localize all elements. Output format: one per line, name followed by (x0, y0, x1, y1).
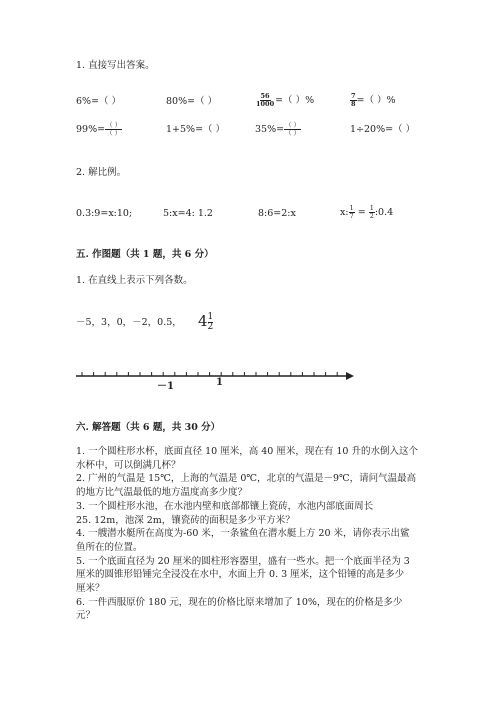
text-line: 1. 一个圆柱形水杯，底面直径 10 厘米，高 40 厘米，现在有 10 升的水倒入这个 (76, 446, 418, 457)
number-line (70, 365, 360, 395)
text-line: 厘米？ (76, 583, 105, 595)
section5-question: 1. 在直线上表示下列各数。 (76, 275, 193, 286)
axis-label-neg-one: －1 (157, 381, 174, 392)
section2-heading: 2. 解比例。 (76, 167, 127, 178)
exercise-1-3: $\frac{56}{1000}$ =（ ）% (256, 92, 315, 108)
exercise-1-5: 99%= $\frac{( )}{( )}$ (76, 121, 122, 137)
proportion-2: 5:x=4: 1.2 (163, 208, 213, 219)
exercise-1-1: 6%=（ ） (76, 96, 122, 107)
exercise-1-4: $\frac{7}{8}$ =（ ）% (351, 92, 396, 108)
exercise-1-6: 1+5%=（ ） (166, 124, 226, 135)
mixed-number: 4 $\frac{1}{2}$ (198, 311, 214, 332)
text-line: 元？ (76, 610, 96, 622)
axis-label-one: 1 (216, 377, 223, 388)
numbers-to-plot: －5，3，0，－2，0.5， (76, 317, 182, 328)
exercise-1-8: 1÷20%=（ ） (350, 124, 416, 135)
proportion-1: 0.3:9=x:10; (76, 208, 133, 219)
section5-title: 五. 作图题（共 1 题，共 6 分） (76, 249, 214, 260)
text-line: 鱼所在的位置。 (76, 541, 143, 553)
text-line: 厘米的圆锥形铅锤完全浸没在水中，水面上升 0. 3 厘米，这个铅锤的高是多少 (76, 569, 405, 581)
text-line: 2. 广州的气温是 15℃，上海的气温是 0℃，北京的气温是－9℃，请问气温最高 (76, 473, 417, 485)
proportion-4: x: $\frac{1}{7}$ = $\frac{1}{2}$ :0.4 (340, 204, 394, 220)
number-line-arrow (346, 372, 354, 380)
text-line: 的地方比气温最低的地方温度高多少度？ (76, 487, 248, 499)
text-line: 25. 12m，池深 2m，镶瓷砖的面积是多少平方米？ (76, 514, 295, 526)
text-line: 5. 一个底面直径为 20 厘米的圆柱形容器里，盛有一些水。把一个底面半径为 3 (76, 555, 410, 567)
text-line: 水杯中，可以倒满几杯？ (76, 459, 181, 471)
section6-questions (76, 445, 436, 623)
proportion-3: 8:6=2:x (258, 208, 296, 219)
section1-heading: 1. 直接写出答案。 (76, 60, 155, 71)
exercise-1-2: 80%=（ ） (166, 96, 218, 107)
text-line: 3. 一个圆柱形水池，在水池内壁和底部都镶上瓷砖，水池内部底面周长 (76, 500, 374, 512)
section6-title: 六. 解答题（共 6 题，共 30 分） (76, 422, 221, 433)
text-line: 4. 一艘潜水艇所在高度为-60 米，一条鲨鱼在潜水艇上方 20 米，请你表示出鲨 (76, 528, 410, 540)
text-line: 6. 一件西服原价 180 元，现在的价格比原来增加了 10%，现在的价格是多少 (76, 596, 403, 608)
exercise-1-7: 35%= $\frac{( )}{( )}$ (255, 121, 301, 137)
